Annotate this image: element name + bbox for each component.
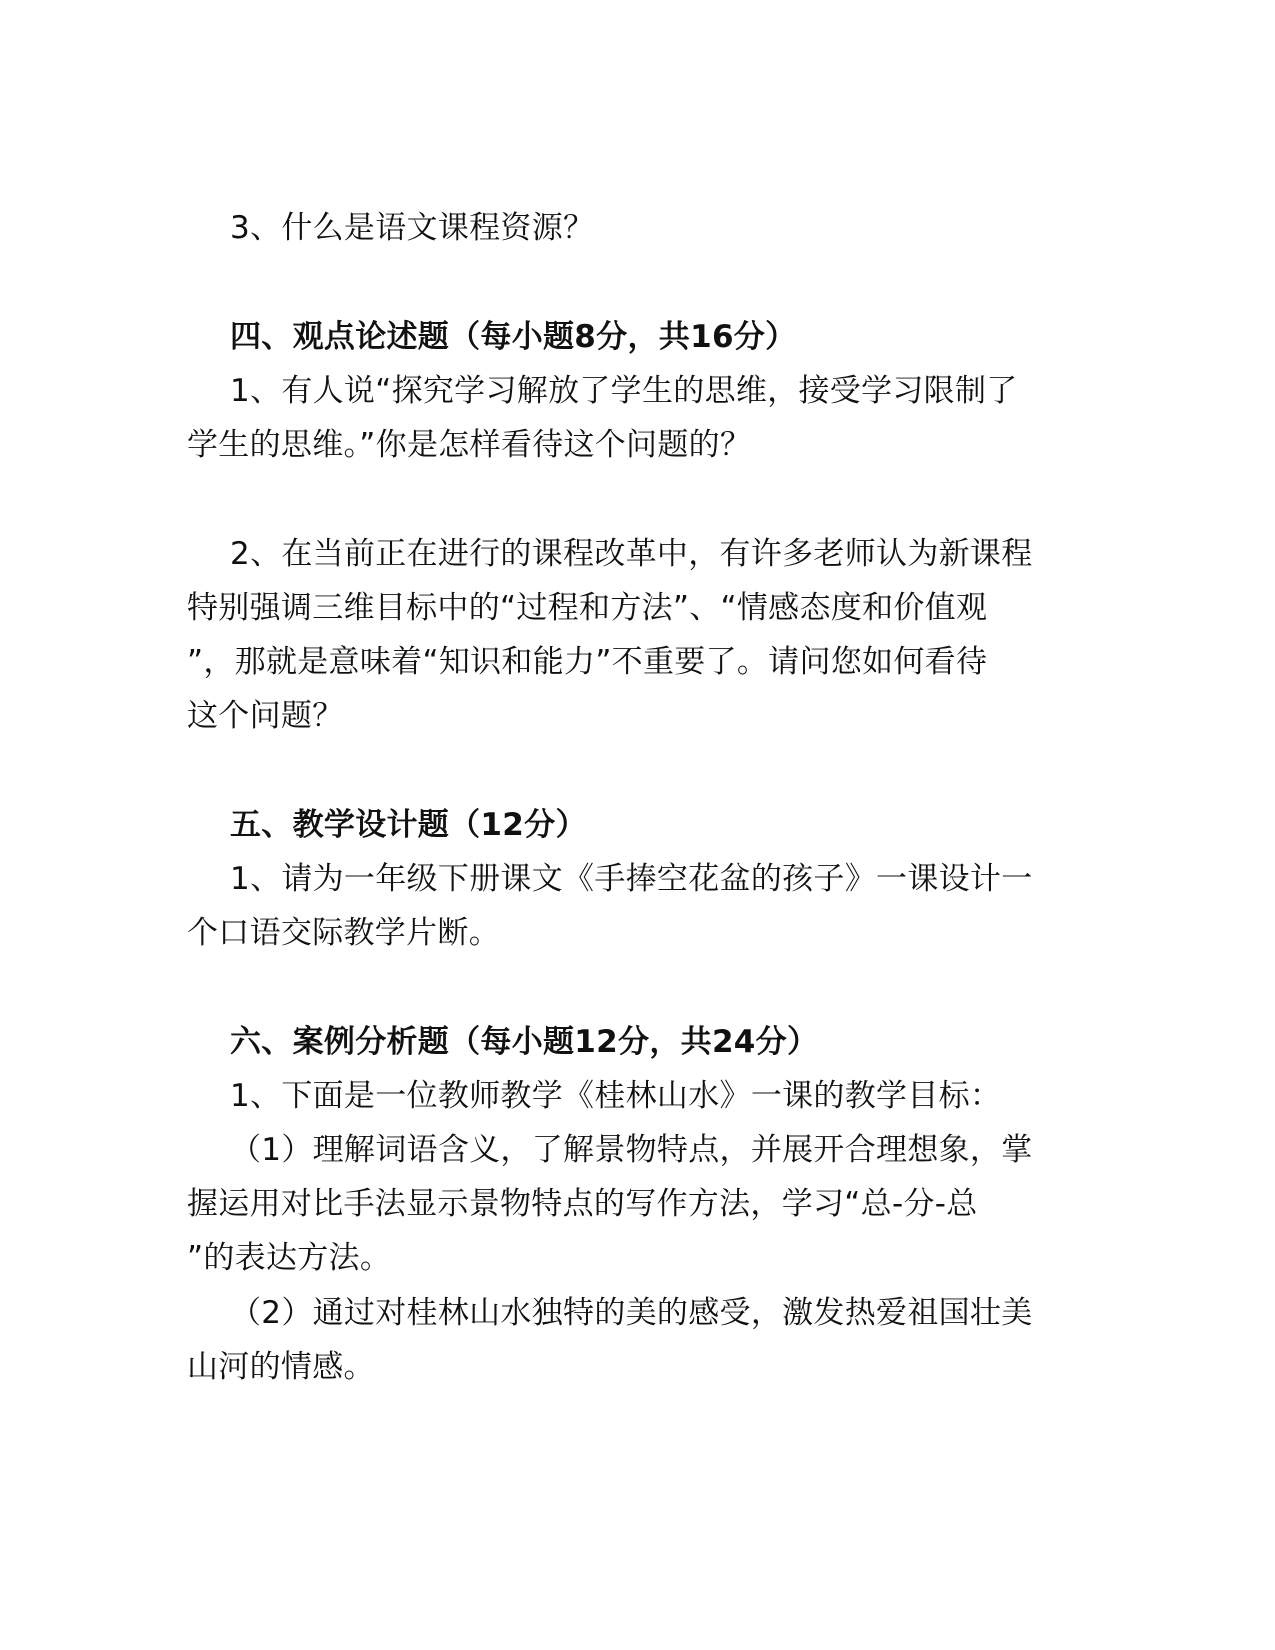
section-4-heading: 四、观点论述题（每小题8分，共16分）: [230, 319, 797, 355]
section-4-q2-line-3: ”，那就是意味着“知识和能力”不重要了。请问您如何看待: [187, 644, 988, 680]
section-6-goal-1-line-2: 握运用对比手法显示景物特点的写作方法，学习“总-分-总: [187, 1186, 978, 1222]
section-4-q2-line-2: 特别强调三维目标中的“过程和方法”、“情感态度和价值观: [187, 590, 988, 626]
question-3: 3、什么是语文课程资源？: [230, 210, 595, 246]
section-4-q2-line-1: 2、在当前正在进行的课程改革中，有许多老师认为新课程: [230, 536, 1033, 572]
section-6-goal-1-line-3: ”的表达方法。: [187, 1240, 392, 1276]
section-6-heading: 六、案例分析题（每小题12分，共24分）: [230, 1024, 819, 1060]
section-6-q1-line-1: 1、下面是一位教师教学《桂林山水》一课的教学目标：: [230, 1078, 1002, 1114]
section-6-goal-2-line-2: 山河的情感。: [187, 1349, 375, 1385]
section-5-heading: 五、教学设计题（12分）: [230, 807, 587, 843]
section-6-goal-2-line-1: （2）通过对桂林山水独特的美的感受，激发热爱祖国壮美: [230, 1295, 1033, 1331]
section-6-goal-1-line-1: （1）理解词语含义，了解景物特点，并展开合理想象，掌: [230, 1132, 1033, 1168]
section-5-q1-line-1: 1、请为一年级下册课文《手捧空花盆的孩子》一课设计一: [230, 861, 1033, 897]
section-4-q1-line-2: 学生的思维。”你是怎样看待这个问题的？: [187, 427, 752, 463]
section-4-q1-line-1: 1、有人说“探究学习解放了学生的思维，接受学习限制了: [230, 373, 1018, 409]
section-5-q1-line-2: 个口语交际教学片断。: [187, 915, 500, 951]
section-4-q2-line-4: 这个问题？: [187, 698, 344, 734]
